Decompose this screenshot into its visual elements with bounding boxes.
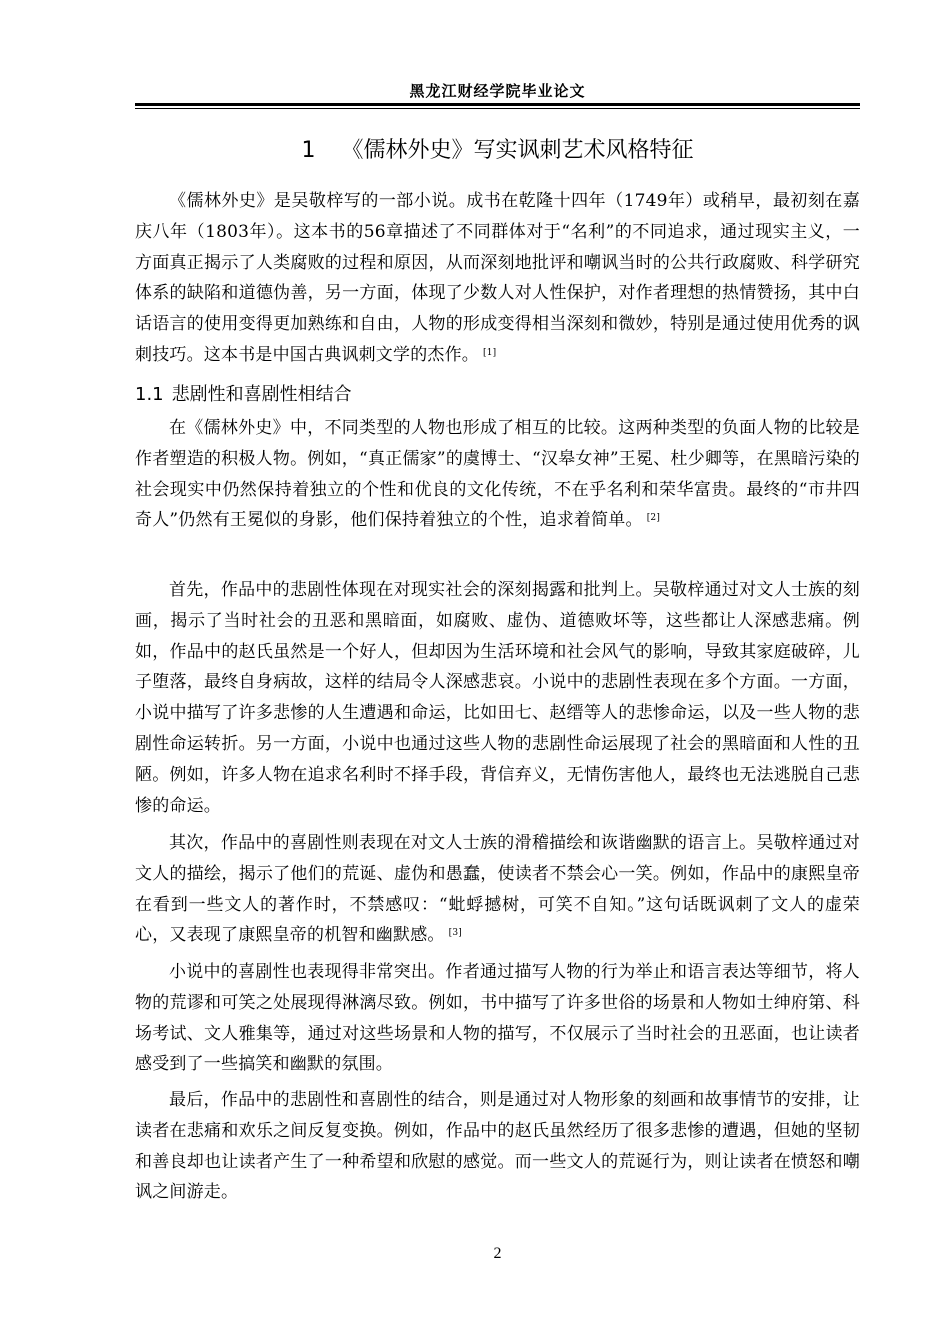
paragraph-text: 最后，作品中的悲剧性和喜剧性的结合，则是通过对人物形象的刻画和故事情节的安排，让读者在悲痛和欢乐之间反复变换。例如，作品中的赵氏虽然经历了很多悲惨的遭遇，但她的坚韧和善良却也让读者产生了一种希望和欣慰的感觉。而一些文人的荒诞行为，则让读者在愤怒和嘲讽之间游走。 xyxy=(135,1090,860,1203)
chapter-title xyxy=(135,135,860,167)
paragraph-text: 小说中的喜剧性也表现得非常突出。作者通过描写人物的行为举止和语言表达等细节，将人物的荒谬和可笑之处展现得淋漓尽致。例如，书中描写了许多世俗的场景和人物如士绅府第、科场考试、文人雅集等，通过对这些场景和人物的描写，不仅展示了当时社会的丑恶面，也让读者感受到了一些搞笑和幽默的氛围。 xyxy=(135,962,860,1075)
section-number: 1.1 xyxy=(135,384,164,405)
section-title-text: 悲剧性和喜剧性相结合 xyxy=(171,384,352,405)
paragraph-comparison xyxy=(135,413,860,536)
paragraph-comedy-details xyxy=(135,957,860,1080)
running-header: 黑龙江财经学院毕业论文 xyxy=(409,82,586,100)
paragraph-tragedy xyxy=(135,575,860,821)
paragraph-text: 其次，作品中的喜剧性则表现在对文人士族的滑稽描绘和诙谐幽默的语言上。吴敬梓通过对文人的描绘，揭示了他们的荒诞、虚伪和愚蠢，使读者不禁会心一笑。例如，作品中的康熙皇帝在看到一些文人的著作时，不禁感叹：“蚍蜉撼树，可笑不自知。”这句话既讽刺了文人的虚荣心，又表现了康熙皇帝的机智和幽默感。 xyxy=(135,833,860,946)
paragraph-conclusion xyxy=(135,1085,860,1208)
paragraph-text: 《儒林外史》是吴敬梓写的一部小说。成书在乾隆十四年（1749年）或稍早，最初刻在嘉庆八年（1803年）。这本书的56章描述了不同群体对于“名利”的不同追求，通过现实主义，一方面真正揭示了人类腐败的过程和原因，从而深刻地批评和嘲讽当时的公共行政腐败、科学研究体系的缺陷和道德伪善，另一方面，体现了少数人对人性保护，对作者理想的热情赞扬，其中白话语言的使用变得更加熟练和自由，人物的形成变得相当深刻和微妙，特别是通过使用优秀的讽刺技巧。这本书是中国古典讽刺文学的杰作。 xyxy=(135,191,860,365)
paragraph-text: 在《儒林外史》中，不同类型的人物也形成了相互的比较。这两种类型的负面人物的比较是作者塑造的积极人物。例如，“真正儒家”的虞博士、“汉皋女神”王冕、杜少卿等，在黑暗污染的社会现实中仍然保持着独立的个性和优良的文化传统，不在乎名利和荣华富贵。最终的“市井四奇人”仍然有王冕似的身影，他们保持着独立的个性，追求着简单。 xyxy=(135,418,860,531)
paragraph-comedy xyxy=(135,828,860,951)
citation-ref: [2] xyxy=(646,513,661,524)
section-title xyxy=(135,381,860,409)
citation-ref: [1] xyxy=(483,347,497,358)
header-rule xyxy=(135,103,860,109)
chapter-number: 1 xyxy=(301,138,316,163)
paragraph-intro xyxy=(135,186,860,371)
citation-ref: [3] xyxy=(448,928,462,939)
paragraph-text: 首先，作品中的悲剧性体现在对现实社会的深刻揭露和批判上。吴敬梓通过对文人士族的刻画，揭示了当时社会的丑恶和黑暗面，如腐败、虚伪、道德败坏等，这些都让人深感悲痛。例如，作品中的赵氏虽然是一个好人，但却因为生活环境和社会风气的影响，导致其家庭破碎，儿子堕落，最终自身病故，这样的结局令人深感悲哀。小说中的悲剧性表现在多个方面。一方面，小说中描写了许多悲惨的人生遭遇和命运，比如田七、赵缙等人的悲惨命运，以及一些人物的悲剧性命运转折。另一方面，小说中也通过这些人物的悲剧性命运展现了社会的黑暗面和人性的丑陋。例如，许多人物在追求名利时不择手段，背信弃义，无情伤害他人，最终也无法逃脱自己悲惨的命运。 xyxy=(135,580,860,816)
chapter-title-text: 《儒林外史》写实讽刺艺术风格特征 xyxy=(341,138,694,163)
page-number: 2 xyxy=(493,1245,502,1262)
